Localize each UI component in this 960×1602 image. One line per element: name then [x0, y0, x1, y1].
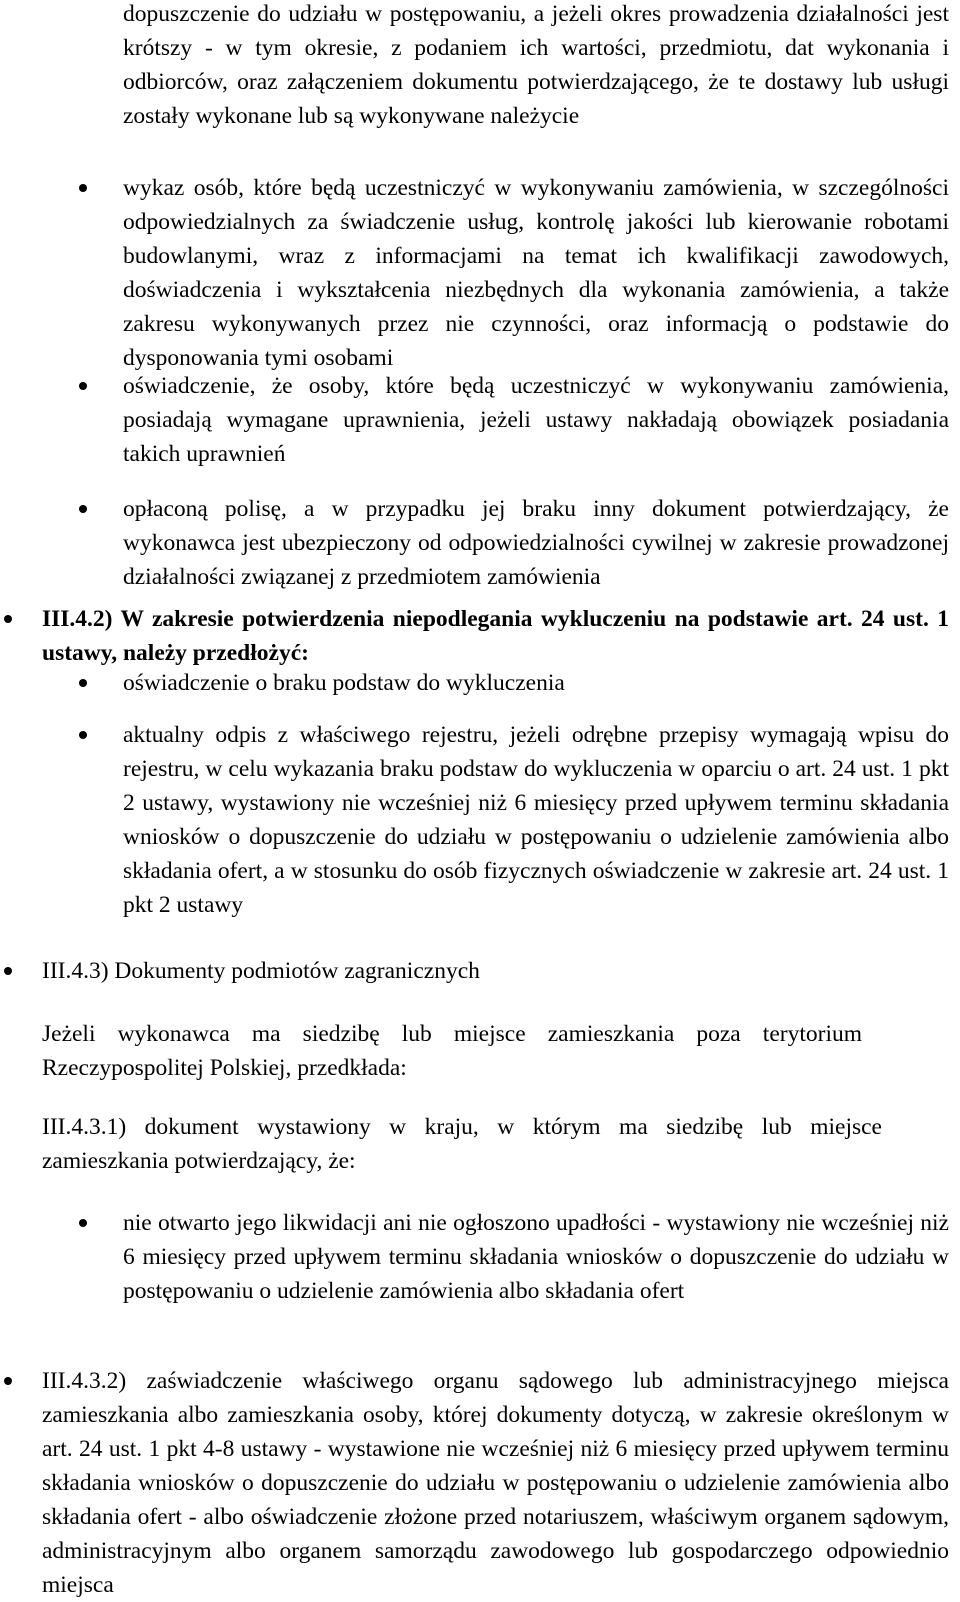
- section-heading-iii-4-3: III.4.3) Dokumenty podmiotów zagranicznych: [42, 958, 480, 984]
- paragraph-continued: dopuszczenie do udziału w postępowaniu, a jeżeli okres prowadzenia działalności jest krótszy - w tym okresie, z podaniem ich wartości, przedmiotu, dat wykonania i odbiorców, oraz załączeniem dokumentu potwierdzającego, że te dostawy lub usługi zostały wykonane lub są wykonywane należycie: [123, 1, 949, 129]
- bullet-icon: [79, 184, 87, 192]
- list-item: aktualny odpis z właściwego rejestru, jeżeli odrębne przepisy wymagają wpisu do rejestru, w celu wykazania braku podstaw do wykluczenia w oparciu o art. 24 ust. 1 pkt 2 ustawy, wystawiony nie wcześniej niż 6 miesięcy przed upływem terminu składania wniosków o dopuszczenie do udziału w postępowaniu o udzielenie zamówienia albo składania ofert, a w stosunku do osób fizycznych oświadczenie w zakresie art. 24 ust. 1 pkt 2 ustawy: [123, 722, 949, 918]
- bullet-icon: [79, 731, 87, 739]
- list-item: nie otwarto jego likwidacji ani nie ogłoszono upadłości - wystawiony nie wcześniej niż 6 miesięcy przed upływem terminu składania wniosków o dopuszczenie do udziału w postępowaniu o udzielenie zamówienia albo składania ofert: [123, 1210, 949, 1304]
- bullet-icon: [79, 1219, 87, 1227]
- bullet-icon: [4, 967, 12, 975]
- list-item: wykaz osób, które będą uczestniczyć w wykonywaniu zamówienia, w szczególności odpowiedzialnych za świadczenie usług, kontrolę jakości lub kierowanie robotami budowlanymi, wraz z informacjami na temat ich kwalifikacji zawodowych, doświadczenia i wykształcenia niezbędnych dla wykonania zamówienia, a także zakresu wykonywanych przez nie czynności, oraz informacją o podstawie do dysponowania tymi osobami: [123, 175, 949, 371]
- paragraph-jezeli: Jeżeli wykonawca ma siedzibę lub miejsce zamieszkania poza terytorium Rzeczypospolitej Polskiej, przedkłada:: [42, 1021, 862, 1081]
- bullet-icon: [79, 382, 87, 390]
- item-iii-4-3-2: III.4.3.2) zaświadczenie właściwego organu sądowego lub administracyjnego miejsca zamieszkania albo zamieszkania osoby, której dokumenty dotyczą, w zakresie określonym w art. 24 ust. 1 pkt 4-8 ustawy - wystawione nie wcześniej niż 6 miesięcy przed upływem terminu składania wniosków o dopuszczenie do udziału w postępowaniu o udzielenie zamówienia albo składania ofert - albo oświadczenie złożone przed notariuszem, właściwym organem sądowym, administracyjnym albo organem samorządu zawodowego lub gospodarczego odpowiednio miejsca: [42, 1368, 949, 1598]
- section-heading-iii-4-2: III.4.2) W zakresie potwierdzenia niepodlegania wykluczeniu na podstawie art. 24 ust. 1 ustawy, należy przedłożyć:: [42, 606, 949, 666]
- bullet-icon: [79, 505, 87, 513]
- paragraph-iii-4-3-1: III.4.3.1) dokument wystawiony w kraju, w którym ma siedzibę lub miejsce zamieszkania potwierdzający, że:: [42, 1114, 882, 1174]
- bullet-icon: [4, 615, 12, 623]
- bullet-icon: [79, 679, 87, 687]
- list-item: oświadczenie o braku podstaw do wykluczenia: [123, 670, 565, 696]
- bullet-icon: [4, 1377, 12, 1385]
- list-item: opłaconą polisę, a w przypadku jej braku inny dokument potwierdzający, że wykonawca jest ubezpieczony od odpowiedzialności cywilnej w zakresie prowadzonej działalności związanej z przedmiotem zamówienia: [123, 496, 949, 590]
- list-item: oświadczenie, że osoby, które będą uczestniczyć w wykonywaniu zamówienia, posiadają wymagane uprawnienia, jeżeli ustawy nakładają obowiązek posiadania takich uprawnień: [123, 373, 949, 467]
